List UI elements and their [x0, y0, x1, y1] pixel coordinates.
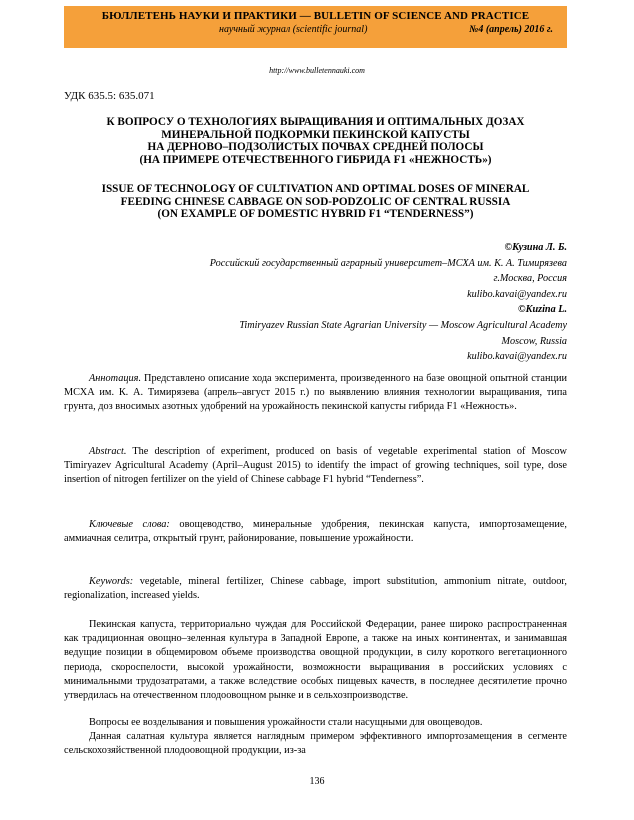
author-email-ru[interactable]: kulibo.kavai@yandex.ru	[467, 288, 567, 300]
journal-title: БЮЛЛЕТЕНЬ НАУКИ И ПРАКТИКИ — BULLETIN OF SCIENCE AND PRACTICE	[101, 10, 530, 22]
body-paragraph-3: Данная салатная культура является наглядным примером эффективного импортозамещения в сегменте сельскохозяйственной плодоовощной продукции, из-за	[64, 731, 567, 757]
udk-code: УДК 635.5: 635.071	[64, 90, 155, 102]
title-ru-line: МИНЕРАЛЬНОЙ ПОДКОРМКИ ПЕКИНСКОЙ КАПУСТЫ	[161, 128, 470, 141]
author-block	[210, 240, 567, 365]
abstract-label: Abstract.	[89, 446, 127, 457]
journal-subtitle: научный журнал (scientific journal)	[219, 24, 368, 35]
title-en-line: (ON EXAMPLE OF DOMESTIC HYBRID F1 “TENDERNESS”)	[157, 208, 474, 220]
keywords-ru-paragraph	[64, 518, 567, 546]
author-name-en: ©Kuzina L.	[518, 304, 567, 316]
author-affiliation-en: Timiryazev Russian State Agrarian University — Moscow Agricultural Academy	[239, 319, 567, 331]
keywords-en-text: vegetable, mineral fertilizer, Chinese cabbage, import substitution, ammonium nitrate, outdoor, regionalization, increased yields.	[64, 576, 567, 602]
keywords-ru-label: Ключевые слова:	[89, 519, 170, 530]
author-affiliation-ru: Российский государственный аграрный университет–МСХА им. К. А. Тимирязева	[209, 257, 567, 269]
author-name-ru: ©Кузина Л. Б.	[504, 242, 567, 253]
annotation-label: Аннотация.	[89, 373, 142, 384]
article-title-ru	[64, 116, 567, 166]
journal-url[interactable]: http://www.bulletennauki.com	[269, 66, 365, 75]
title-ru-line: НА ДЕРНОВО–ПОДЗОЛИСТЫХ ПОЧВАХ СРЕДНЕЙ ПОЛОСЫ	[147, 141, 484, 153]
keywords-en-paragraph	[64, 575, 567, 603]
annotation-text: Представлено описание хода эксперимента, произведенного на базе овощной опытной станции МСХА им. К. А. Тимирязева (апрель–август 2015 г.) по выявлению влияния технологии выращивания, типа грунта, доз вносимых азотных удобрений на урожайность пекинской капусты гибрида F1 «Нежность».	[64, 373, 567, 413]
keywords-ru-text: овощеводство, минеральные удобрения, пекинская капуста, импортозамещение, аммиачная селитра, открытый грунт, районирование, повышение урожайности.	[64, 519, 567, 545]
abstract-paragraph	[64, 445, 567, 488]
title-en-line: FEEDING CHINESE CABBAGE ON SOD-PODZOLIC OF CENTRAL RUSSIA	[120, 195, 511, 208]
author-city-en: Moscow, Russia	[501, 335, 567, 347]
body-paragraph-1: Пекинская капуста, территориально чуждая для Российской Федерации, ранее широко распространенная как традиционная овощно–зеленная культура в Западной Европе, а также на иных континентах, и занимавшая ведущие позиции в общемировом объеме производства овощной продукции, в силу короткого вегетационного периода, скороспелости, высокой урожайности, возможности выращивания в российских условиях с минимальными трудозатратами, а также вследствие особых пищевых качеств, в последнее десятилетие прочно утвердилась на отечественном плодоовощном рынке и в сельхозпроизводстве.	[64, 619, 567, 702]
journal-subtitle-row	[74, 23, 557, 36]
author-email-en[interactable]: kulibo.kavai@yandex.ru	[467, 351, 567, 363]
title-en-line: ISSUE OF TECHNOLOGY OF CULTIVATION AND OPTIMAL DOSES OF MINERAL	[101, 183, 530, 195]
keywords-en-label: Keywords:	[89, 576, 134, 587]
page-number: 136	[309, 776, 325, 787]
body-paragraph-2: Вопросы ее возделывания и повышения урожайности стали насущными для овощеводов.	[89, 717, 483, 728]
journal-issue: №4 (апрель) 2016 г.	[469, 24, 553, 35]
title-ru-line: (НА ПРИМЕРЕ ОТЕЧЕСТВЕННОГО ГИБРИДА F1 «НЕЖНОСТЬ»)	[139, 153, 492, 166]
article-title-en	[64, 183, 567, 221]
author-city-ru: г.Москва, Россия	[493, 273, 567, 285]
annotation-paragraph	[64, 372, 567, 415]
journal-header-banner	[64, 6, 567, 48]
title-ru-line: К ВОПРОСУ О ТЕХНОЛОГИЯХ ВЫРАЩИВАНИЯ И ОПТИМАЛЬНЫХ ДОЗАХ	[106, 116, 525, 128]
abstract-text: The description of experiment, produced on basis of vegetable experimental station of Moscow Timiryazev Agricultural Academy (April–August 2015) to identify the impact of growing techniques, soil type, dose insertion of nitrogen fertilizer on the yield of Chinese cabbage F1 hybrid “Tenderness”.	[64, 446, 567, 486]
